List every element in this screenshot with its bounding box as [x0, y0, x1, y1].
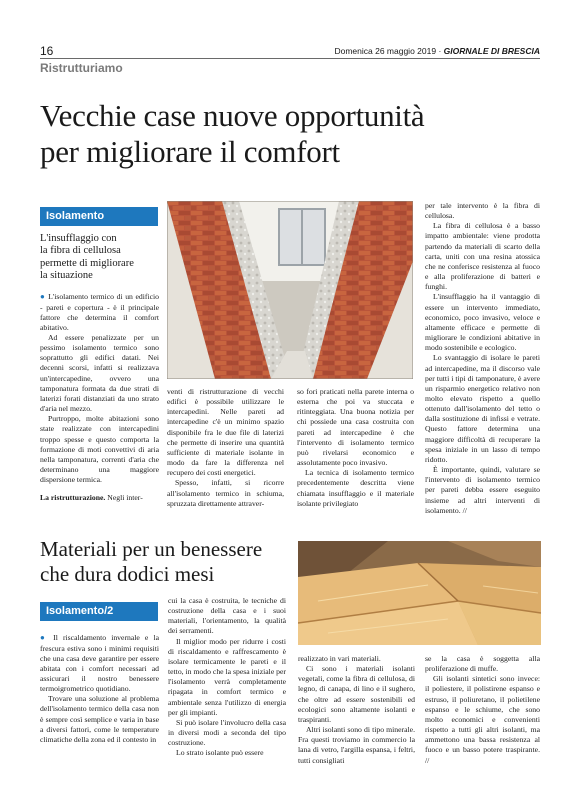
paragraph: venti di ristrutturazione di vecchi edifici è possibile utilizzare le intercapedini. Nelle pareti ad intercapedine c'è un minimo spazio disponibile fra le due file di laterizi che permette di inserire una quantità sufficiente di materiale isolante in modo da fare la differenza nel recupero dei costi energetici. — [167, 387, 284, 478]
date-line — [334, 46, 540, 56]
newspaper-name: GIORNALE DI BRESCIA — [443, 46, 540, 56]
paragraph: L'insufflaggio ha il vantaggio di essere un intervento immediato, economico, poco invasivo, veloce e altamente efficace e permette di migliorare le condizioni abitative in modo sostenibile e ecologico. — [425, 292, 540, 353]
paragraph-text: L'isolamento termico di un edificio - pareti e copertura - è il principale fattore che determina il comfort abitativo. — [40, 292, 159, 332]
page-number: 16 — [40, 44, 54, 58]
bullet-icon: ● — [40, 633, 49, 642]
paragraph: Lo strato isolante può essere — [176, 748, 264, 758]
paragraph: La fibra di cellulosa è a basso impatto ambientale: viene prodotta partendo da materiali di scarto della carta, uniti con una resina atossica che ne conferisce resistenza al fuoco e alla proliferazione di batteri e funghi. — [425, 221, 540, 292]
paragraph: so fori praticati nella parete interna o esterna che poi va stuccata e ritinteggiata. Una buona notizia per chi possiede una casa costruita con pareti ad intercapedine è che l'intervento di isolamento termico può rivelarsi economico e assolutamente poco invasivo. — [297, 387, 414, 468]
paragraph: cui la casa è costruita, le tecniche di costruzione della casa e i suoi materiali, l'orientamento, la qualità dei serramenti. — [168, 596, 286, 636]
paragraph: Purtroppo, molte abitazioni sono state realizzate con intercapedini troppo spesse e questo comporta la formazione di moti convettivi di aria nella tamponatura, correnti d'aria che determinano una maggiore dispersione termica. — [40, 414, 159, 485]
paragraph: La tecnica di isolamento termico precedentemente descritta viene chiamata insufflaggio e il materiale isolante privilegiato — [297, 468, 414, 508]
publication-date: Domenica 26 maggio 2019 — [334, 46, 437, 56]
paragraph: Spesso, infatti, si ricorre all'isolamento termico in schiuma, spruzzata direttamente attraver- — [167, 478, 284, 508]
deck-line: L'insufflaggio con — [40, 233, 117, 244]
article1-deck — [40, 233, 160, 282]
paragraph: Trovare una soluzione al problema dell'isolamento termico della casa non è sempre così semplice e varia in base a diversi fattori, come le temperature climatiche della zona ed il contesto in — [40, 694, 159, 744]
article1-headline-line2: per migliorare il comfort — [40, 134, 340, 170]
paragraph-text: Negli inter- — [107, 493, 143, 503]
paragraph: Lo svantaggio di isolare le pareti ad intercapedine, ma il discorso vale per tutti i tipi di tamponature, è avere un risparmio energetico relativo non molto elevato rispetto a quello ottenuto dall'isolamento del tetto o dalla sostituzione di infissi e vetrate. Questo fattore determina una maggiore difficoltà di recuperare la spesa iniziale in un lasso di tempo ridotto. — [425, 353, 540, 464]
article2-column-1 — [40, 633, 159, 745]
article1-headline-line1: Vecchie case nuove opportunità — [40, 98, 425, 133]
wall-insulation-photo — [167, 201, 413, 379]
article1-column-3 — [297, 387, 414, 509]
article1-tag: Isolamento — [40, 207, 158, 226]
article1-column-1 — [40, 292, 159, 504]
section-label: Ristrutturiamo — [40, 61, 123, 75]
paragraph: Ad essere penalizzate per un pessimo isolamento termico sono soprattutto gli edifici datati. Nei decenni scorsi, infatti si realizzava un'intercapedine, ovvero una tamponatura formata da due strati di laterizi forati distanziati da uno strato d'aria nel mezzo. — [40, 333, 159, 414]
paragraph: se la casa è soggetta alla proliferazione di muffe. — [425, 654, 540, 674]
deck-line: la fibra di cellulosa — [40, 245, 121, 257]
article1-column-4 — [425, 201, 540, 516]
paragraph — [40, 292, 159, 333]
bullet-icon: ● — [40, 292, 46, 301]
paragraph: Il miglior modo per ridurre i costi di riscaldamento e raffrescamento è isolare termicamente le pareti e il tetto, in modo che la spesa iniziale per l'isolamento verrà completamente ripagata in comfort termico e ambientale senza l'utilizzo di energia per gli impianti. — [168, 636, 286, 717]
paragraph-text: Il riscaldamento invernale e la frescura estiva sono i minimi requisiti che una casa deve garantire per essere abitata con i comfort necessari ad assicurari il nostro benessere termoigrometrico quotidiano. — [40, 633, 159, 694]
paragraph: per tale intervento è la fibra di cellulosa. — [425, 201, 540, 221]
article2-headline-line2: che dura dodici mesi — [40, 561, 215, 586]
paragraph: Altri isolanti sono di tipo minerale. Fra questi troviamo in commercio la lana di vetro, l'argilla espansa, i feltri, tutti consigliati — [298, 725, 415, 765]
paragraph: Gli isolanti sintetici sono invece: il poliestere, il polistirene espanso e estruso, il poliuretano, il polietilene espanso e le schiume, che sono molto economici e convenienti rispetto a tutti gli altri isolanti, ma ammettono una bassa resistenza al fuoco e un basso potere traspirante. // — [425, 674, 540, 765]
header-rule — [40, 58, 540, 59]
insulation-materials-photo — [298, 541, 541, 645]
deck-line: la situazione — [40, 269, 93, 281]
article2-column-3 — [298, 654, 415, 766]
article2-headline-line1: Materiali per un benessere — [40, 537, 263, 561]
article1-column-2 — [167, 387, 284, 509]
paragraph: realizzato in vari materiali. — [298, 654, 381, 663]
article2-column-4 — [425, 654, 540, 766]
article1-headline — [40, 98, 424, 171]
paragraph: Si può isolare l'involucro della casa in diversi modi a seconda del tipo costruzione. — [168, 717, 286, 748]
deck-line: permette di migliorare — [40, 257, 134, 269]
date-separator: · — [438, 46, 442, 56]
article2-column-2 — [168, 596, 286, 759]
article2-tag: Isolamento/2 — [40, 602, 158, 621]
article2-headline — [40, 537, 262, 586]
paragraph — [40, 633, 159, 694]
subheading: La ristrutturazione. — [40, 493, 106, 503]
paragraph — [40, 493, 159, 503]
paragraph: È importante, quindi, valutare se l'intervento di isolamento termico per pareti debba essere eseguito insieme ad altri interventi di isolamento. // — [425, 465, 540, 515]
paragraph: Ci sono i materiali isolanti vegetali, come la fibra di cellulosa, di legno, di canapa, di lino e il sughero, che oltre ad essere sostenibili ed ecologici sono altamente isolanti e traspiranti. — [298, 664, 415, 724]
